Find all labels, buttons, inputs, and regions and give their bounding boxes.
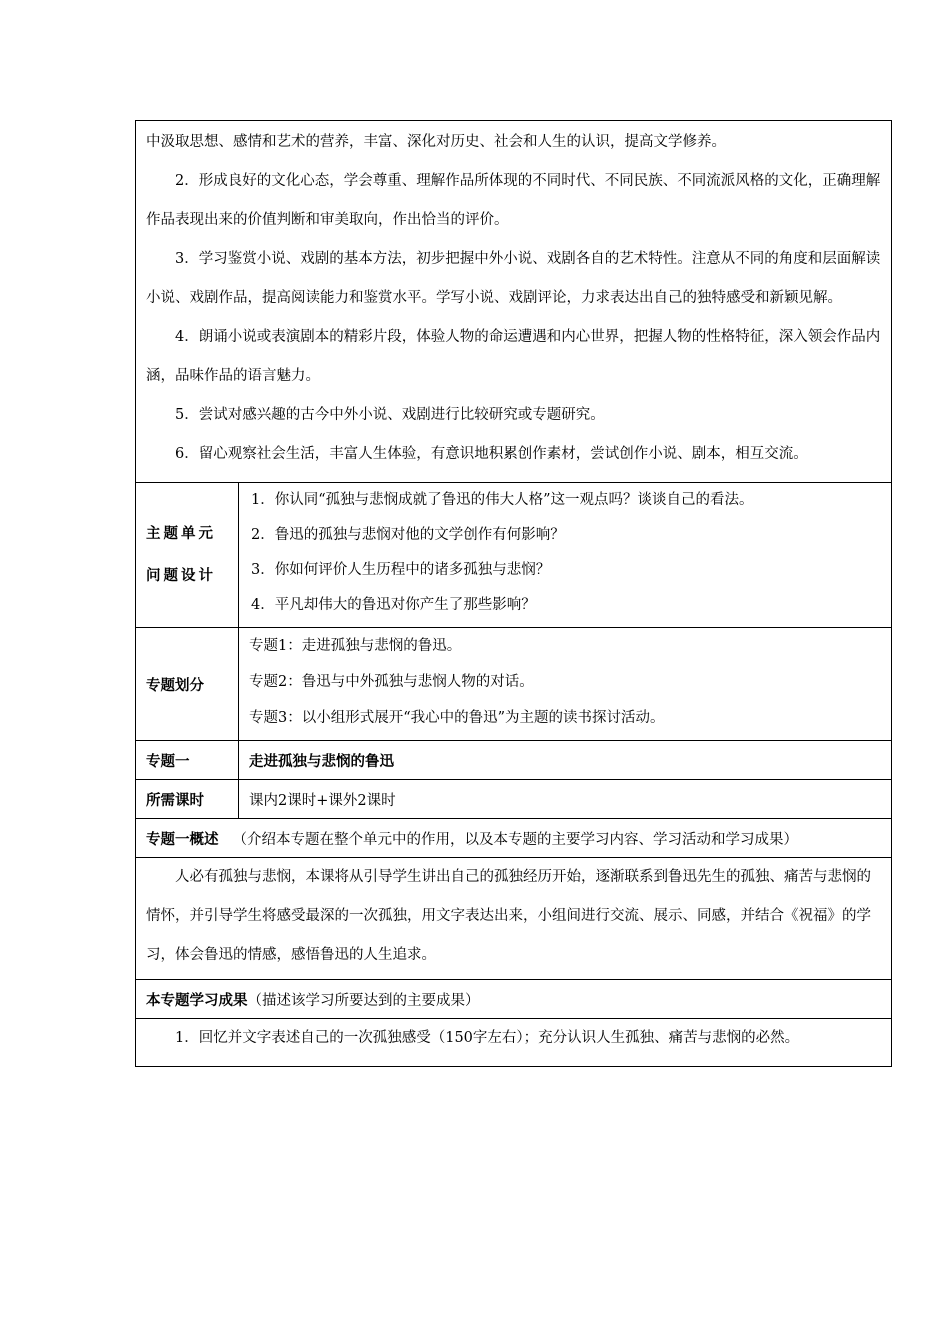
topic-item: 专题3：以小组形式展开“我心中的鲁迅”为主题的读书探讨活动。 (249, 710, 665, 726)
question-item: 3．你如何评价人生历程中的诸多孤独与悲悯？ (251, 562, 551, 578)
overview-header-cell (136, 819, 892, 858)
outcomes-body-row (136, 1019, 892, 1067)
topics-cell (239, 628, 892, 741)
topic-one-value: 走进孤独与悲悯的鲁迅 (249, 753, 394, 770)
overview-body-cell (136, 858, 892, 980)
hours-value: 课内2课时+课外2课时 (249, 792, 396, 809)
outcome-item: 1．回忆并文字表述自己的一次孤独感受（150字左右）；充分认识人生孤独、痛苦与悲悯的必然。 (175, 1030, 800, 1046)
overview-header-row (136, 819, 892, 858)
hours-label: 所需课时 (146, 792, 204, 809)
outcomes-label: 本专题学习成果 (146, 992, 248, 1009)
outcomes-body-cell (136, 1019, 892, 1067)
lesson-plan-page (135, 120, 892, 1067)
questions-cell (239, 483, 892, 628)
overview-body-row (136, 858, 892, 980)
goal-item: 2．形成良好的文化心态，学会尊重、理解作品所体现的不同时代、不同民族、不同流派风格的文化，正确理解作品表现出来的价值判断和审美取向，作出恰当的评价。 (146, 173, 881, 228)
topics-label: 专题划分 (146, 677, 204, 694)
topic-one-row (136, 741, 892, 780)
outcomes-note: （描述该学习所要达到的主要成果） (247, 992, 480, 1009)
question-item: 2．鲁迅的孤独与悲悯对他的文学创作有何影响？ (251, 527, 565, 543)
outcomes-header-cell (136, 980, 892, 1019)
hours-value-cell (239, 780, 892, 819)
goal-item: 3．学习鉴赏小说、戏剧的基本方法，初步把握中外小说、戏剧各自的艺术特性。注意从不同的角度和层面解读小说、戏剧作品，提高阅读能力和鉴赏水平。学写小说、戏剧评论，力求表达出自己的独特感受和新颖见解。 (146, 251, 881, 306)
goals-row (136, 121, 892, 483)
question-item: 1．你认同“孤独与悲悯成就了鲁迅的伟大人格”这一观点吗？谈谈自己的看法。 (251, 492, 754, 508)
topic-one-label: 专题一 (146, 753, 190, 770)
goals-continuation: 中汲取思想、感情和艺术的营养，丰富、深化对历史、社会和人生的认识，提高文学修养。 (146, 134, 726, 150)
goal-item: 4．朗诵小说或表演剧本的精彩片段，体验人物的命运遭遇和内心世界，把握人物的性格特征，深入领会作品内涵，品味作品的语言魅力。 (146, 329, 881, 384)
topic-one-value-cell (239, 741, 892, 780)
topic-item: 专题1：走进孤独与悲悯的鲁迅。 (249, 638, 462, 654)
overview-note: （介绍本专题在整个单元中的作用，以及本专题的主要学习内容、学习活动和学习成果） (232, 831, 798, 848)
overview-label: 专题一概述 (146, 831, 219, 848)
topic-item: 专题2：鲁迅与中外孤独与悲悯人物的对话。 (249, 674, 534, 690)
topic-one-label-cell (136, 741, 239, 780)
outcomes-header-row (136, 980, 892, 1019)
questions-label: 主题单元问题设计 (146, 526, 216, 584)
goal-item: 6．留心观察社会生活，丰富人生体验，有意识地积累创作素材，尝试创作小说、剧本，相互交流。 (175, 446, 808, 462)
hours-row (136, 780, 892, 819)
overview-body: 人必有孤独与悲悯，本课将从引导学生讲出自己的孤独经历开始，逐渐联系到鲁迅先生的孤独、痛苦与悲悯的情怀，并引导学生将感受最深的一次孤独，用文字表达出来，小组间进行交流、展示、同感，并结合《祝福》的学习，体会鲁迅的情感，感悟鲁迅的人生追求。 (146, 869, 871, 963)
goals-cell (136, 121, 892, 483)
questions-label-cell (136, 483, 239, 628)
topics-label-cell (136, 628, 239, 741)
question-item: 4．平凡却伟大的鲁迅对你产生了那些影响？ (251, 597, 536, 613)
hours-label-cell (136, 780, 239, 819)
questions-row (136, 483, 892, 628)
lesson-plan-table (135, 120, 892, 1067)
goal-item: 5．尝试对感兴趣的古今中外小说、戏剧进行比较研究或专题研究。 (175, 407, 605, 423)
topics-row (136, 628, 892, 741)
